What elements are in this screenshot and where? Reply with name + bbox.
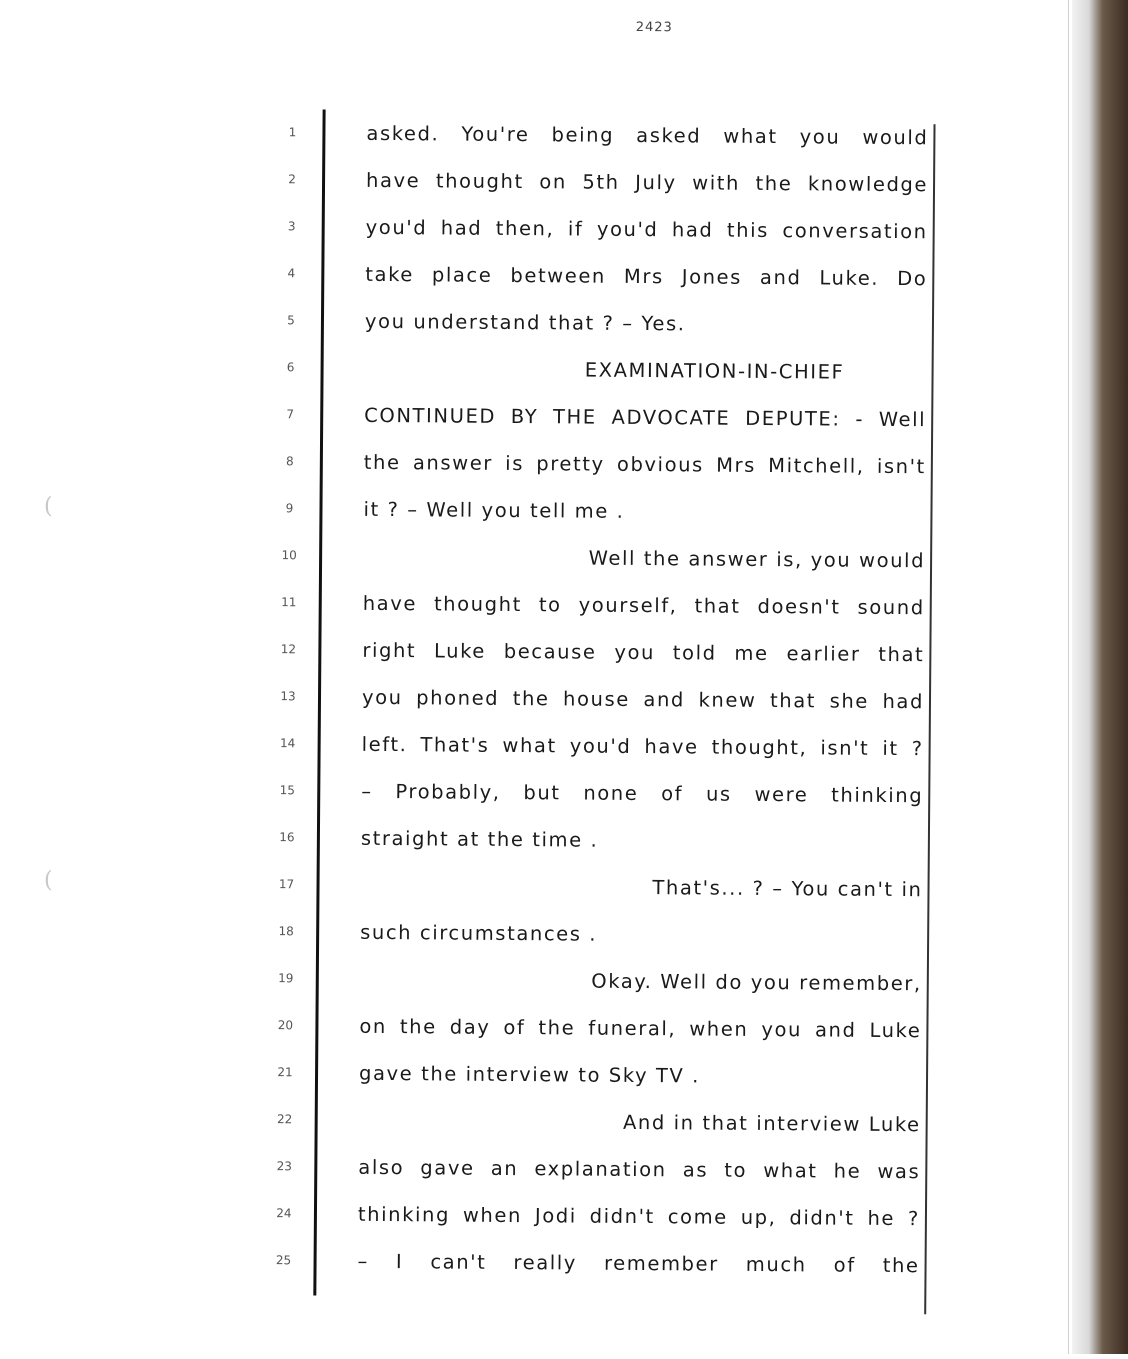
line-number: 5 bbox=[287, 313, 295, 328]
transcript-line: have thought to yourself, that doesn't sound bbox=[362, 591, 925, 620]
line-number: 18 bbox=[278, 924, 294, 939]
line-number: 12 bbox=[280, 642, 297, 657]
scan-mark: ( bbox=[44, 494, 53, 519]
transcript-line: left. That's what you'd have thought, isn't it ? bbox=[361, 732, 924, 761]
line-number: 16 bbox=[279, 830, 295, 845]
transcript-line: And in that interview Luke bbox=[622, 1110, 921, 1137]
line-number: 22 bbox=[277, 1112, 293, 1127]
line-number: 8 bbox=[285, 454, 294, 469]
line-number: 6 bbox=[286, 360, 295, 375]
section-heading: EXAMINATION-IN-CHIEF bbox=[584, 358, 845, 384]
line-number: 2 bbox=[288, 172, 296, 187]
transcript-line: Okay. Well do you remember, bbox=[591, 969, 922, 996]
line-number: 25 bbox=[275, 1253, 292, 1268]
line-number: 3 bbox=[287, 219, 296, 234]
line-number: 23 bbox=[276, 1159, 293, 1174]
transcript-line: have thought on 5th July with the knowledge bbox=[365, 168, 929, 197]
line-number: 4 bbox=[287, 266, 296, 281]
line-number: 7 bbox=[286, 407, 295, 422]
line-number: 21 bbox=[277, 1065, 293, 1080]
transcript-line: – Probably, but none of us were thinking bbox=[361, 779, 924, 808]
line-number: 20 bbox=[277, 1018, 294, 1033]
right-margin-rule bbox=[924, 124, 935, 1314]
transcript-line: take place between Mrs Jones and Luke. Do bbox=[365, 262, 928, 291]
line-number: 24 bbox=[276, 1206, 292, 1221]
transcript-line: CONTINUED BY THE ADVOCATE DEPUTE: - Well bbox=[364, 403, 927, 432]
line-number: 10 bbox=[281, 548, 297, 563]
transcript-line: on the day of the funeral, when you and Luke bbox=[359, 1014, 922, 1043]
transcript-line: also gave an explanation as to what he was bbox=[358, 1155, 921, 1184]
transcript-line: asked. You're being asked what you would bbox=[366, 121, 929, 150]
line-number: 11 bbox=[281, 595, 297, 610]
transcript-line: you phoned the house and knew that she had bbox=[361, 685, 925, 714]
transcript-line: Well the answer is, you would bbox=[588, 546, 926, 573]
transcript-line: thinking when Jodi didn't come up, didn't he ? bbox=[357, 1202, 921, 1231]
page-edge-shadow bbox=[1072, 0, 1128, 1354]
transcript-line: you'd had then, if you'd had this conversation bbox=[365, 215, 928, 244]
transcript-line: That's... ? – You can't in bbox=[652, 876, 923, 902]
line-number: 9 bbox=[285, 501, 294, 516]
transcript-line: the answer is pretty obvious Mrs Mitchell, isn't bbox=[363, 450, 926, 479]
scan-mark: ( bbox=[44, 868, 53, 893]
line-number: 19 bbox=[278, 971, 294, 986]
line-number: 17 bbox=[278, 877, 295, 892]
transcript-line: – I can't really remember much of the bbox=[357, 1249, 920, 1278]
transcript-line: right Luke because you told me earlier that bbox=[362, 638, 925, 667]
line-number: 15 bbox=[279, 783, 295, 798]
left-margin-rule bbox=[313, 109, 325, 1295]
page-number: 2423 bbox=[635, 19, 673, 36]
transcript-line: you understand that ? – Yes. bbox=[364, 309, 686, 336]
transcript-line: it ? – Well you tell me . bbox=[363, 497, 625, 523]
line-number: 13 bbox=[280, 689, 296, 704]
transcript-line: straight at the time . bbox=[360, 826, 599, 852]
transcript-line: such circumstances . bbox=[360, 920, 598, 946]
transcript-line: gave the interview to Sky TV . bbox=[358, 1061, 701, 1088]
page-edge-line bbox=[1068, 0, 1069, 1354]
line-number: 1 bbox=[288, 125, 297, 140]
line-number: 14 bbox=[279, 736, 296, 751]
